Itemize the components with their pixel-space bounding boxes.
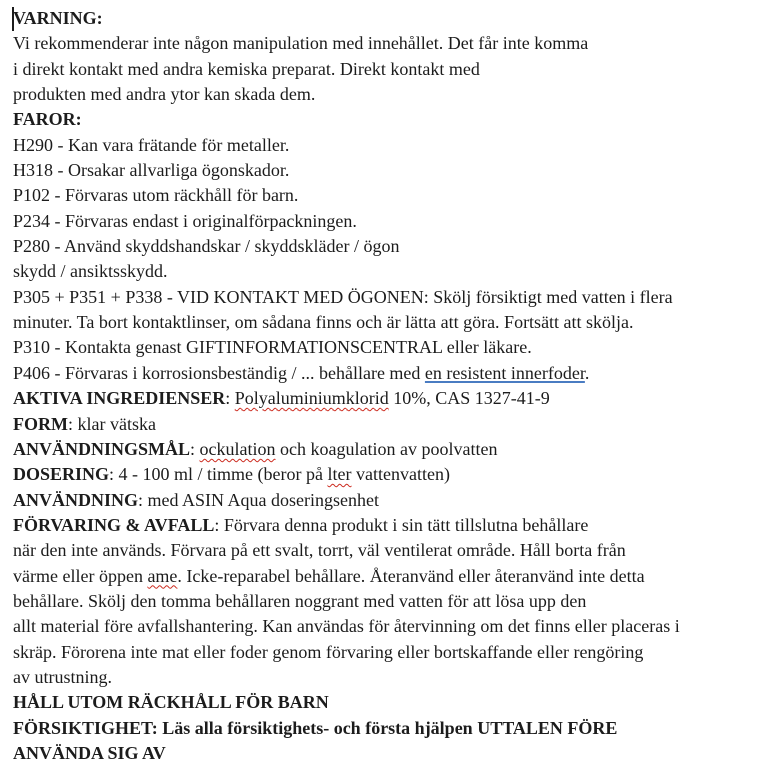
text-line[interactable]: [13, 437, 765, 462]
text-span: och koagulation av poolvatten: [275, 438, 498, 459]
grammar-flagged-text: en resistent innerfoder: [424, 362, 585, 383]
text-line[interactable]: [13, 462, 765, 487]
text-span: P102 - Förvaras utom räckhåll för barn.: [13, 185, 299, 206]
text-span: . Icke-reparabel behållare. Återanvänd eller återanvänd inte detta: [177, 565, 645, 586]
text-span: P406 - Förvaras i korrosionsbeständig / ... behållare med: [13, 362, 425, 383]
text-span: H290 - Kan vara frätande för metaller.: [13, 134, 290, 155]
text-line[interactable]: [13, 640, 765, 665]
text-span: P280 - Använd skyddshandskar / skyddskläder / ögon: [13, 236, 400, 257]
text-span: :: [225, 388, 235, 409]
bold-label-text: HÅLL UTOM RÄCKHÅLL FÖR BARN: [13, 692, 329, 713]
text-line[interactable]: [13, 361, 765, 386]
text-span: behållare. Skölj den tomma behållaren noggrant med vatten för att lösa upp den: [13, 590, 587, 611]
text-line[interactable]: [13, 209, 765, 234]
text-span: 10%, CAS 1327-41-9: [388, 388, 550, 409]
text-line[interactable]: [13, 690, 765, 715]
bold-label-text: FAROR:: [13, 109, 82, 130]
text-span: i direkt kontakt med andra kemiska preparat. Direkt kontakt med: [13, 58, 480, 79]
text-line[interactable]: [13, 412, 765, 437]
text-line[interactable]: [13, 234, 765, 259]
text-span: .: [584, 362, 590, 383]
text-span: P310 - Kontakta genast GIFTINFORMATIONSCENTRAL eller läkare.: [13, 337, 532, 358]
bold-label-text: FÖRVARING & AVFALL: [13, 514, 215, 535]
text-span: produkten med andra ytor kan skada dem.: [13, 84, 316, 105]
text-line[interactable]: [13, 107, 765, 132]
document-lines: [13, 6, 765, 766]
spellcheck-flagged-text: ame: [147, 565, 178, 586]
text-line[interactable]: [13, 259, 765, 284]
text-line[interactable]: [13, 31, 765, 56]
text-span: minuter. Ta bort kontaktlinser, om sådana finns och är lätta att göra. Fortsätt att skölja.: [13, 312, 634, 333]
text-line[interactable]: [13, 310, 765, 335]
text-span: : Förvara denna produkt i sin tätt tillslutna behållare: [214, 514, 589, 535]
text-span: när den inte används. Förvara på ett svalt, torrt, väl ventilerat område. Håll borta från: [13, 540, 626, 561]
bold-label-text: FÖRSIKTIGHET: Läs alla försiktighets- och första hjälpen UTTALEN FÖRE: [13, 717, 618, 738]
text-cursor: [12, 7, 14, 31]
bold-label-text: AKTIVA INGREDIENSER: [13, 388, 226, 409]
text-line[interactable]: [13, 133, 765, 158]
text-span: skydd / ansiktsskydd.: [13, 261, 168, 282]
text-span: värme eller öppen: [13, 565, 148, 586]
text-span: P234 - Förvaras endast i originalförpackningen.: [13, 210, 357, 231]
text-line[interactable]: [13, 741, 765, 766]
bold-label-text: ANVÄNDA SIG AV: [13, 742, 166, 763]
text-span: : med ASIN Aqua doseringsenhet: [138, 489, 379, 510]
text-line[interactable]: [13, 564, 765, 589]
text-line[interactable]: [13, 665, 765, 690]
bold-label-text: DOSERING: [13, 464, 110, 485]
text-span: P305 + P351 + P338 - VID KONTAKT MED ÖGONEN: Skölj försiktigt med vatten i flera: [13, 286, 673, 307]
text-line[interactable]: [13, 6, 765, 31]
text-line[interactable]: [13, 335, 765, 360]
bold-label-text: ANVÄNDNING: [13, 489, 138, 510]
bold-label-text: FORM: [13, 413, 68, 434]
text-line[interactable]: [13, 716, 765, 741]
spellcheck-flagged-text: ockulation: [199, 438, 276, 459]
text-line[interactable]: [13, 589, 765, 614]
bold-label-text: VARNING:: [13, 8, 103, 28]
bold-label-text: ANVÄNDNINGSMÅL: [13, 438, 191, 459]
text-span: Vi rekommenderar inte någon manipulation med innehållet. Det får inte komma: [13, 33, 589, 54]
text-span: : 4 - 100 ml / timme (beror på: [109, 464, 328, 485]
text-line[interactable]: [13, 158, 765, 183]
text-line[interactable]: [13, 285, 765, 310]
text-line[interactable]: [13, 614, 765, 639]
text-span: skräp. Förorena inte mat eller foder genom förvaring eller bortskaffande eller rengöring: [13, 641, 644, 662]
text-span: :: [190, 438, 200, 459]
text-line[interactable]: [13, 538, 765, 563]
text-line[interactable]: [13, 488, 765, 513]
text-line[interactable]: [13, 513, 765, 538]
text-span: H318 - Orsakar allvarliga ögonskador.: [13, 160, 290, 181]
text-line[interactable]: [13, 386, 765, 411]
text-span: allt material före avfallshantering. Kan användas för återvinning om det finns eller placeras i: [13, 616, 680, 637]
spellcheck-flagged-text: lter: [327, 464, 352, 485]
text-line[interactable]: [13, 183, 765, 208]
text-span: : klar vätska: [67, 413, 156, 434]
text-line[interactable]: [13, 57, 765, 82]
spellcheck-flagged-text: Polyaluminiumklorid: [234, 388, 389, 409]
text-span: av utrustning.: [13, 666, 112, 687]
text-span: vattenvatten): [351, 464, 450, 485]
text-line[interactable]: [13, 82, 765, 107]
